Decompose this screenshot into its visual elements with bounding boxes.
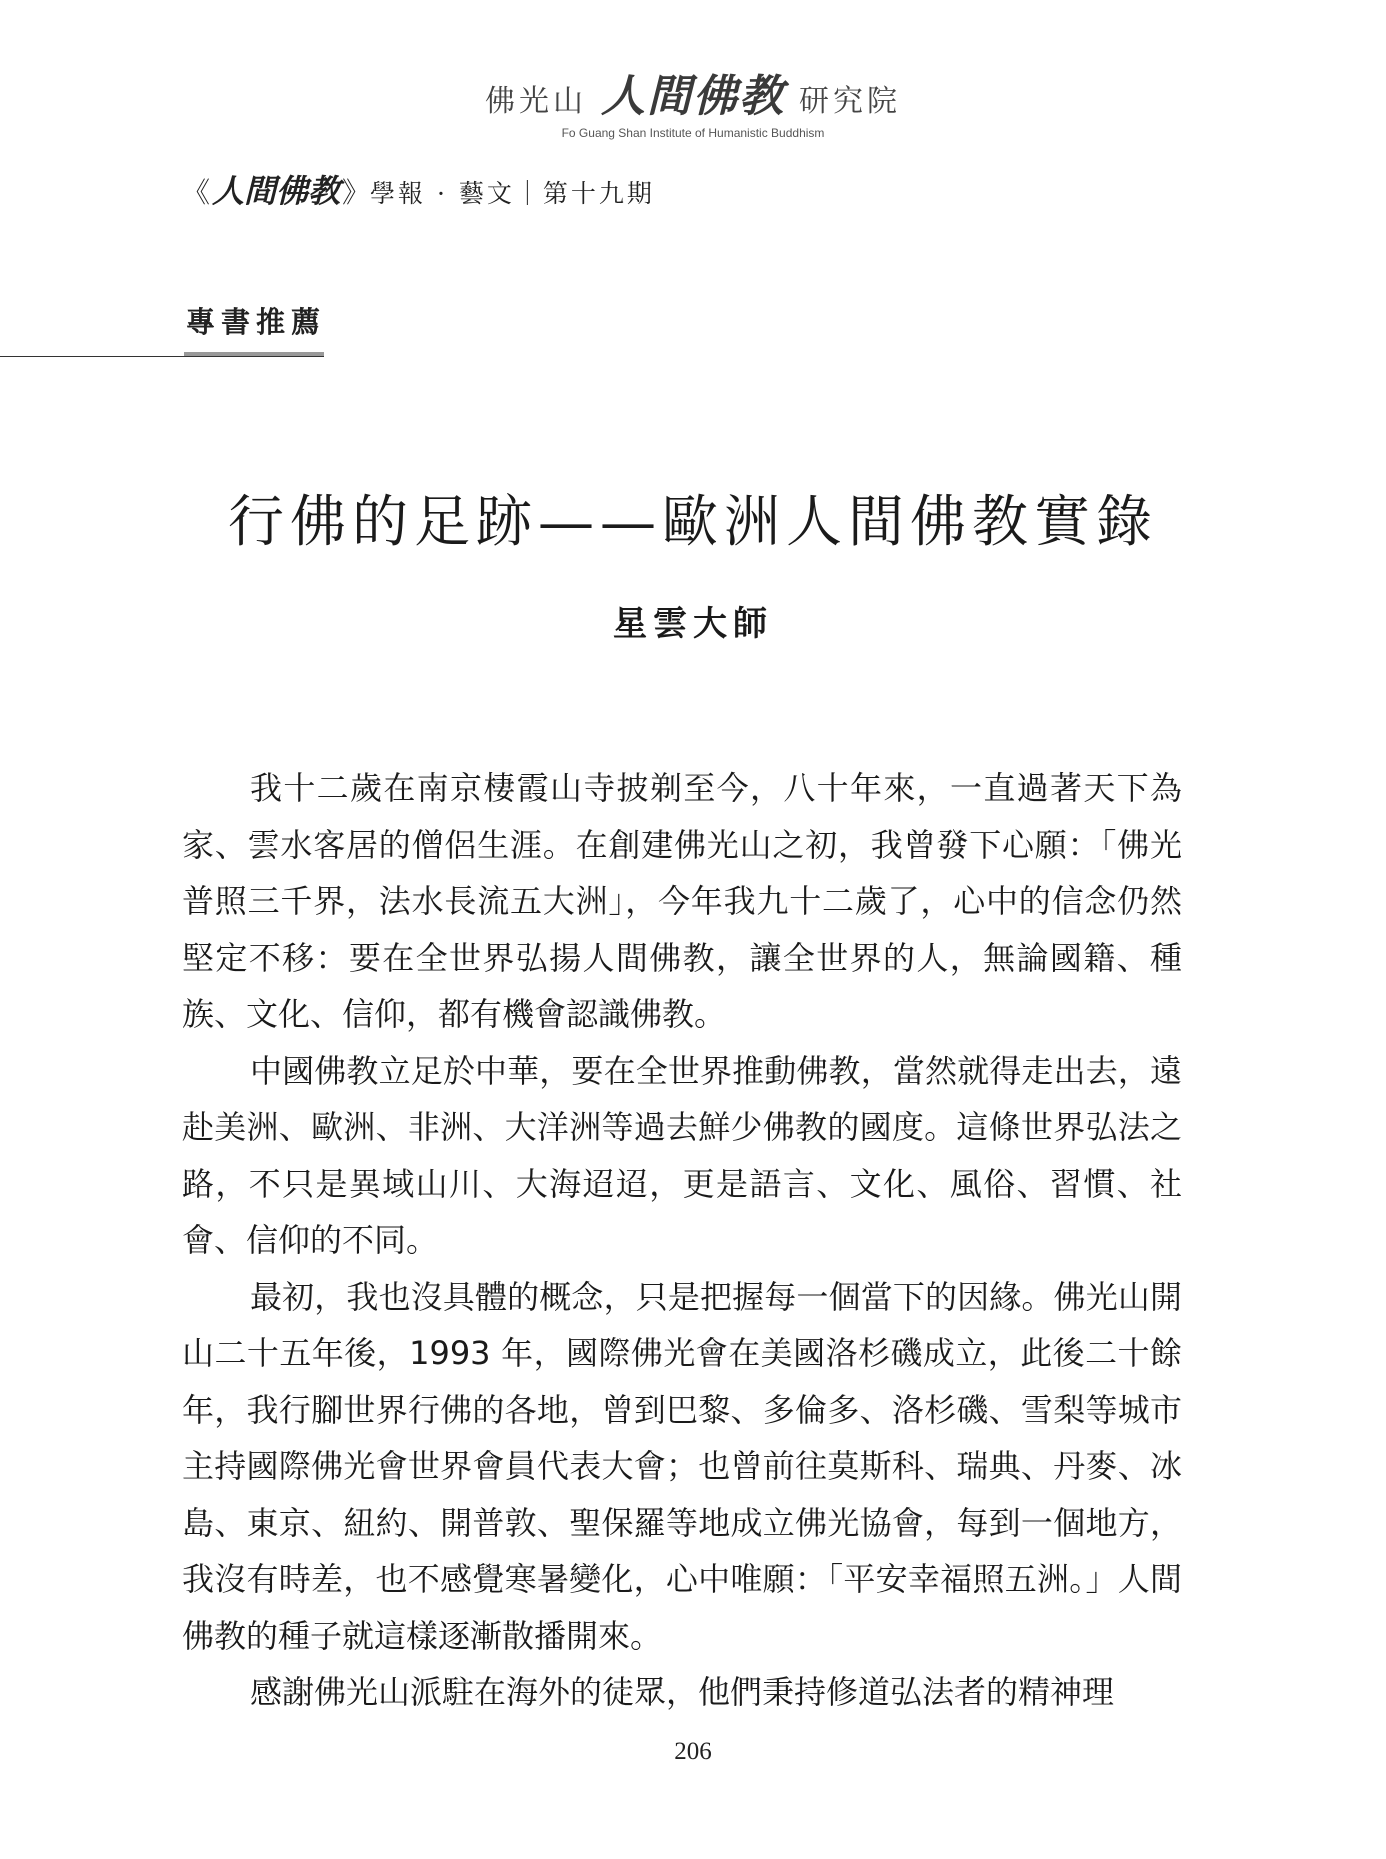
masthead-brand: 人間佛教 [601, 71, 785, 122]
page-number: 206 [674, 1738, 712, 1765]
journal-header [182, 166, 655, 212]
masthead-prefix: 佛光山 [485, 84, 587, 119]
section-label: 專書推薦 [186, 305, 327, 339]
masthead-english: Fo Guang Shan Institute of Humanistic Buddhism [561, 126, 825, 140]
article-title: 行佛的足跡——歐洲人間佛教實錄 [228, 490, 1158, 555]
masthead-suffix: 研究院 [799, 84, 901, 119]
journal-issue: 學報 · 藝文｜第十九期 [370, 179, 655, 208]
section-rule [0, 356, 324, 357]
masthead-logo [485, 60, 901, 124]
journal-brand: 人間佛教 [212, 172, 341, 210]
institute-masthead [0, 60, 1386, 140]
paragraph-2: 中國佛教立足於中華，要在全世界推動佛教，當然就得走出去，遠赴美洲、歐洲、非洲、大洋洲等過去鮮少佛教的國度。這條世界弘法之路，不只是異域山川、大海迢迢，更是語言、文化、風俗、習慣、社會、信仰的不同。 [182, 1051, 1182, 1259]
journal-open-bracket: 《 [182, 176, 211, 209]
journal-close-bracket: 》 [342, 176, 371, 209]
article-body [182, 760, 1182, 1721]
article-author: 星雲大師 [613, 604, 773, 644]
paragraph-1: 我十二歲在南京棲霞山寺披剃至今，八十年來，一直過著天下為家、雲水客居的僧侶生涯。在創建佛光山之初，我曾發下心願：「佛光普照三千界，法水長流五大洲」，今年我九十二歲了，心中的信念仍然堅定不移：要在全世界弘揚人間佛教，讓全世界的人，無論國籍、種族、文化、信仰，都有機會認識佛教。 [182, 769, 1182, 1033]
paragraph-3: 最初，我也沒具體的概念，只是把握每一個當下的因緣。佛光山開山二十五年後，1993 年，國際佛光會在美國洛杉磯成立，此後二十餘年，我行腳世界行佛的各地，曾到巴黎、多倫多、洛杉磯、雪梨等城市主持國際佛光會世界會員代表大會；也曾前往莫斯科、瑞典、丹麥、冰島、東京、紐約、開普敦、聖保羅等地成立佛光協會，每到一個地方，我沒有時差，也不感覺寒暑變化，心中唯願：「平安幸福照五洲。」人間佛教的種子就這樣逐漸散播開來。 [182, 1277, 1182, 1655]
paragraph-4: 感謝佛光山派駐在海外的徒眾，他們秉持修道弘法者的精神理 [250, 1673, 1115, 1711]
